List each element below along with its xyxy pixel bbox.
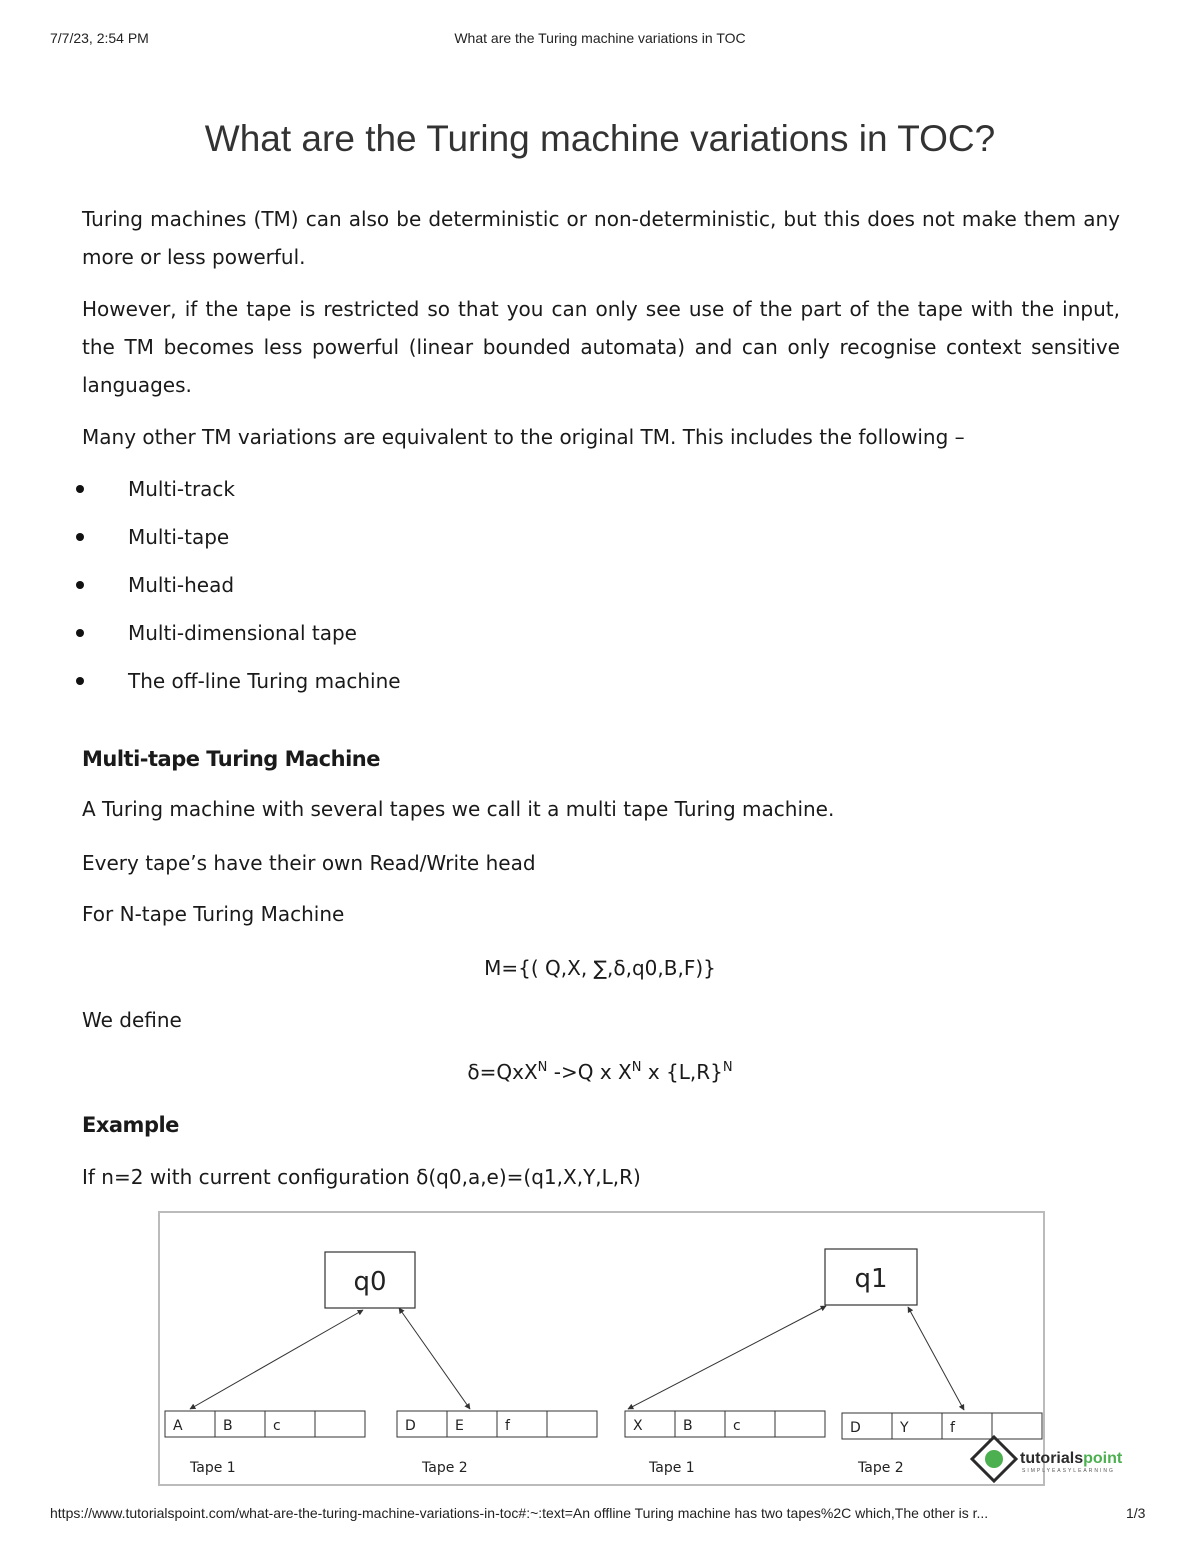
tape-cell: c [273,1418,281,1434]
list-item [0,518,1200,566]
list-item [0,566,1200,614]
bullet-icon [76,629,84,637]
intro-paragraph-2: However, if the tape is restricted so that you can only see use of the part of the tape with the input, the TM becomes less powerful (linear bounded automata) and can only recognise context sensitive languages. [82,297,1120,397]
formula-delta-part: ->Q x X [547,1060,632,1084]
tape-right-2 [842,1413,1042,1439]
list-item-label: Multi-head [128,573,235,597]
section-paragraph-3: For N-tape Turing Machine [82,902,345,926]
bullet-icon [76,533,84,541]
formula-delta-sup: N [537,1060,548,1075]
tape-left-1 [165,1411,365,1437]
list-item [0,614,1200,662]
tape-cell: D [850,1420,861,1436]
print-datetime: 7/7/23, 2:54 PM [50,30,149,46]
multi-tape-diagram [158,1211,1123,1486]
tape-cell: E [455,1418,464,1434]
section-paragraph-2: Every tape’s have their own Read/Write head [82,851,536,875]
logo-tagline: SIMPLYEASYLEARNING [1022,1468,1115,1474]
list-item-label: Multi-track [128,477,236,501]
formula-delta-part: x {L,R} [641,1060,723,1084]
print-page-title: What are the Turing machine variations in TOC [454,30,746,46]
tape-cell: c [733,1418,741,1434]
formula-m: M={( Q,X, ∑,δ,q0,B,F)} [484,956,716,980]
bullet-icon [76,485,84,493]
tape-left-2 [397,1411,597,1437]
intro-paragraph-3: Many other TM variations are equivalent to the original TM. This includes the following – [82,425,965,449]
formula-delta [0,1053,1200,1091]
tape-cell: f [505,1418,510,1434]
page-number: 1/3 [1126,1505,1146,1521]
list-item-label: Multi-tape [128,525,230,549]
list-item-label: The off-line Turing machine [128,669,401,693]
formula-delta-sup: N [722,1060,733,1075]
tape-cell: D [405,1418,416,1434]
variations-list [0,470,1200,710]
tape-label: Tape 1 [190,1460,236,1476]
example-heading: Example [82,1113,179,1137]
we-define-label: We define [82,1008,182,1032]
bullet-icon [76,677,84,685]
section-paragraph-1: A Turing machine with several tapes we call it a multi tape Turing machine. [82,797,835,821]
tape-cell: B [223,1418,233,1434]
intro-paragraph-1: Turing machines (TM) can also be deterministic or non-deterministic, but this does not make them any more or less powerful. [82,207,1120,269]
state-label-q0: q0 [353,1267,387,1297]
article-title: What are the Turing machine variations in TOC? [204,118,996,159]
tape-label: Tape 2 [858,1460,904,1476]
state-label-q1: q1 [854,1264,888,1294]
tape-right-1 [625,1411,825,1437]
list-item [0,470,1200,518]
list-item [0,662,1200,710]
formula-delta-part: δ=QxX [467,1060,538,1084]
bullet-icon [76,581,84,589]
logo-mark-icon [985,1450,1003,1468]
example-text: If n=2 with current configuration δ(q0,a,e)=(q1,X,Y,L,R) [82,1165,641,1189]
tape-label: Tape 2 [422,1460,468,1476]
tape-cell: B [683,1418,693,1434]
tape-label: Tape 1 [649,1460,695,1476]
tape-cell: Y [900,1420,909,1436]
formula-delta-sup: N [631,1060,642,1075]
list-item-label: Multi-dimensional tape [128,621,357,645]
tape-cell: A [173,1418,183,1434]
tape-cell: f [950,1420,955,1436]
logo-wordmark: tutorialspoint [1020,1450,1123,1467]
tape-cell: X [633,1418,643,1434]
section-heading: Multi-tape Turing Machine [82,747,380,771]
print-url: https://www.tutorialspoint.com/what-are-the-turing-machine-variations-in-toc#:~:text=An offline Turing machine has two tapes%2C which,The other is r... [50,1505,989,1521]
